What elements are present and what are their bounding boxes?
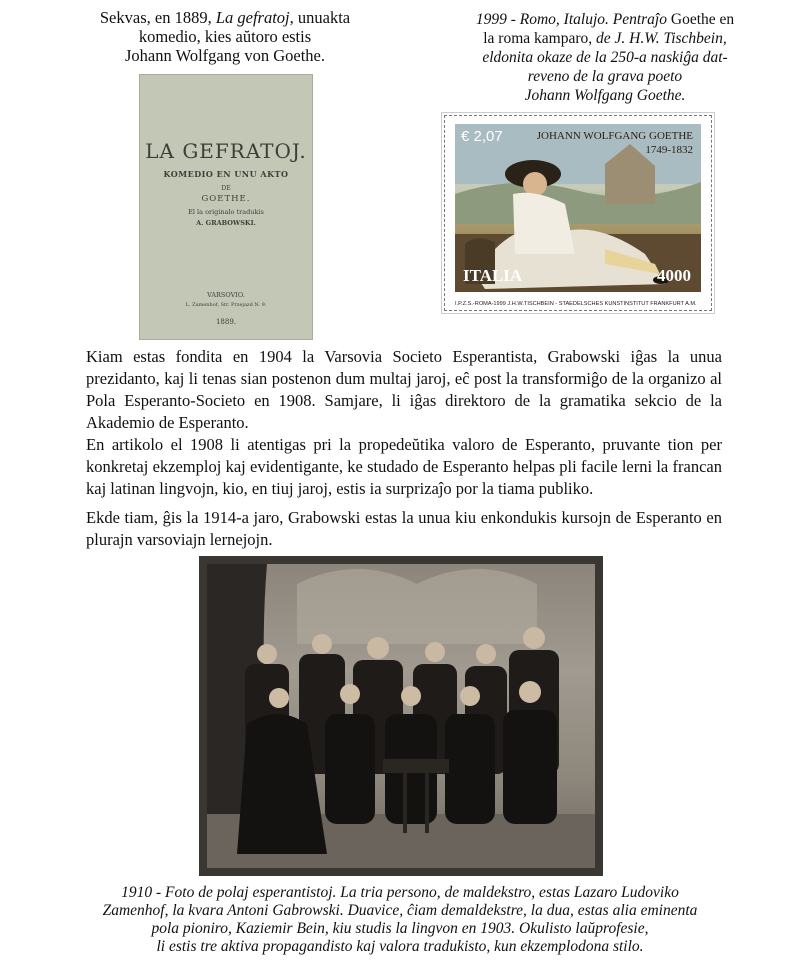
stamp-country: ITALIA bbox=[463, 266, 523, 285]
stamp-imprint: I.P.Z.S.-ROMA-1999 J.H.W.TISCHBEIN - STAEDELSCHES KUNSTINSTITUT FRANKFURT A.M. bbox=[455, 301, 697, 307]
stamp-name: JOHANN WOLFGANG GOETHE bbox=[536, 130, 693, 142]
book-year: 1889. bbox=[215, 318, 237, 326]
book-cover-image bbox=[139, 74, 313, 340]
book-caption-line2: komedio, kies aŭtoro estis bbox=[138, 27, 312, 46]
group-photo-content bbox=[207, 564, 595, 868]
goethe-stamp-image bbox=[444, 115, 712, 311]
stamp-caption-line3: eldonita okaze de la 250-a naskiĝa dat- bbox=[482, 49, 728, 66]
stamp-price: € 2,07 bbox=[461, 128, 503, 145]
book-caption-line3: Johann Wolfgang von Goethe. bbox=[125, 46, 325, 65]
stamp-artwork bbox=[455, 124, 701, 292]
book-caption bbox=[60, 8, 390, 65]
stamp-value: 4000 bbox=[657, 266, 691, 285]
book-caption-line1: Sekvas, en 1889, La gefratoj, unuakta bbox=[99, 8, 351, 27]
book-author: GOETHE. bbox=[201, 194, 251, 204]
book-translation-note: El la originalo tradukis bbox=[188, 208, 264, 216]
photo-caption-line3: pola pioniro, Kaziemir Bein, kiu studis la lingvon en 1903. Okulisto laŭprofesie, bbox=[151, 920, 649, 937]
paragraph-3: Ekde tiam, ĝis la 1914-a jaro, Grabowski estas la unua kiu enkondukis kursojn de Esperanto en plurajn varsoviajn lernejojn. bbox=[86, 508, 722, 549]
book-subtitle: KOMEDIO EN UNU AKTO bbox=[163, 169, 289, 179]
paragraph-1: Kiam estas fondita en 1904 la Varsovia Societo Esperantista, Grabowski iĝas la unua prezidanto, kaj li tenas sian postenon dum multaj jaroj, eĉ post la transformiĝo de la organizo al Pola Esperanto-Societo en 1908. Samjare, li iĝas direktoro de la gramatika sekcio de la Akademio de Esperanto. bbox=[86, 347, 722, 432]
paragraph-2: En artikolo el 1908 li atentigas pri la propedeŭtika valoro de Esperanto, pruvante tion per konkretaj ekzemploj kaj evidentigante, ke studado de Esperanto helpas pli facile lerni la francan kaj latinan lingvojn, kio, en tiuj jaroj, estis ia surprizaĵo por la tiama publiko. bbox=[86, 435, 722, 498]
book-title: LA GEFRATOJ. bbox=[145, 139, 307, 163]
esperantists-group-illustration bbox=[207, 564, 595, 868]
stamp-caption-line1: 1999 - Romo, Italujo. Pentraĵo Goethe en bbox=[475, 11, 735, 28]
photo-caption-line4: li estis tre aktiva propagandisto kaj valora tradukisto, kun ekzemplodona stilo. bbox=[156, 938, 644, 955]
book-place: VARSOVIO. bbox=[207, 291, 245, 299]
book-de: DE bbox=[221, 185, 231, 192]
photo-caption-line1: 1910 - Foto de polaj esperantistoj. La tria persono, de maldekstro, estas Lazaro Ludoviko bbox=[121, 884, 679, 901]
group-photo bbox=[199, 556, 603, 876]
stamp-caption-line4: reveno de la grava poeto bbox=[527, 68, 683, 85]
stamp-caption-line2: la roma kamparo, de J. H.W. Tischbein, bbox=[483, 30, 727, 47]
book-translator: A. GRABOWSKI. bbox=[196, 219, 256, 227]
stamp-years: 1749-1832 bbox=[645, 144, 693, 156]
photo-caption bbox=[50, 884, 750, 956]
stamp-caption-line5: Johann Wolfgang Goethe. bbox=[524, 87, 686, 104]
photo-caption-line2: Zamenhof, la kvara Antoni Gabrowski. Duavice, ĉiam demaldekstre, la dua, estas alia eminenta bbox=[102, 902, 698, 919]
book-publisher: L. Zamenhof, Str. Przejazd N. 9. bbox=[185, 302, 267, 308]
stamp-caption bbox=[420, 10, 790, 105]
